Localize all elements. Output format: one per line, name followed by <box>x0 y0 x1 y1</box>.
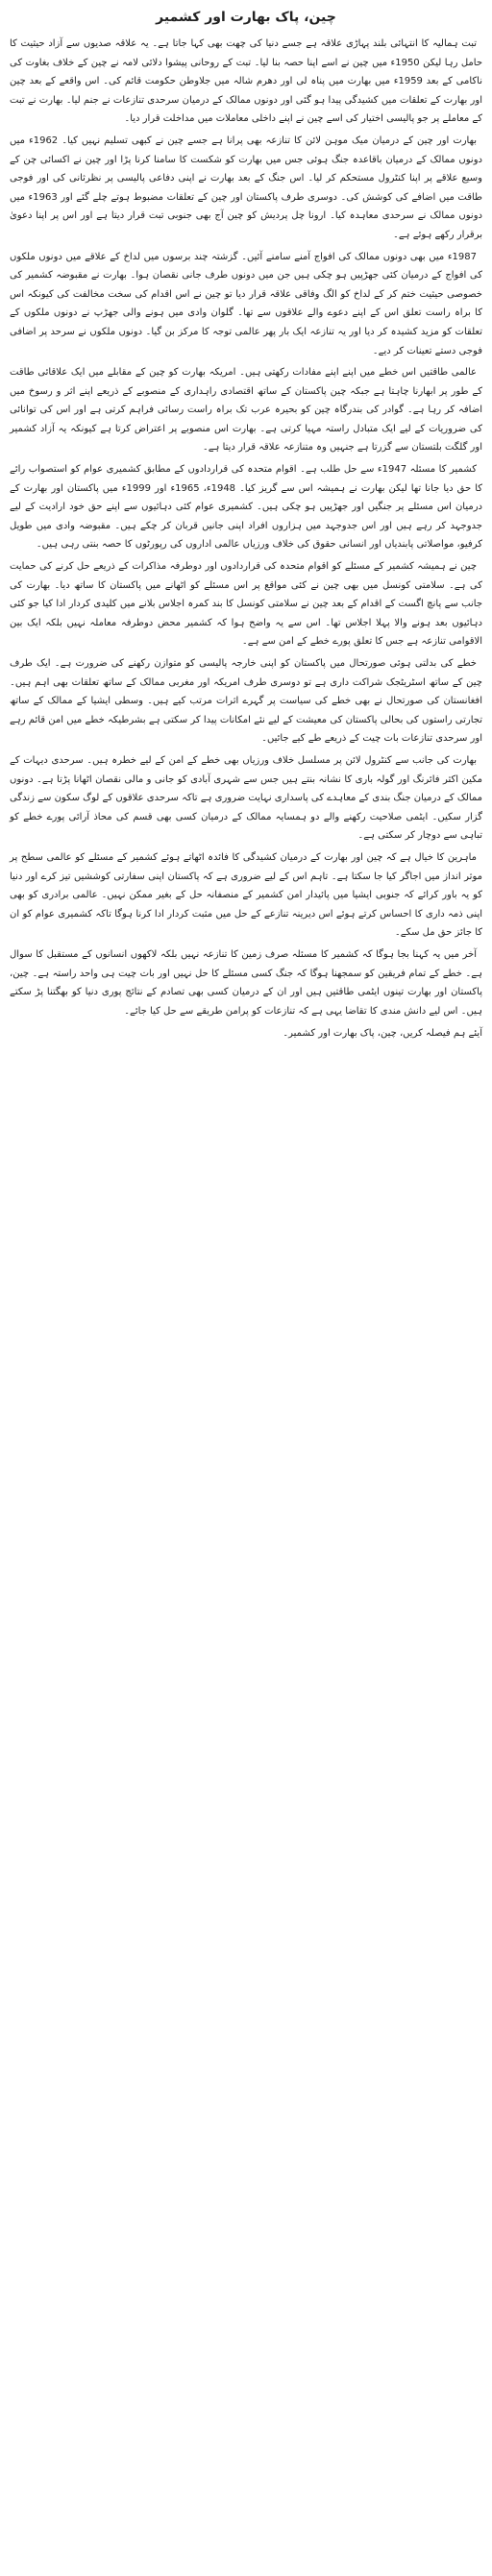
article-paragraph: کشمیر کا مسئلہ 1947ء سے حل طلب ہے۔ اقوام متحدہ کی قراردادوں کے مطابق کشمیری عوام کو استصواب رائے کا حق دیا جانا تھا لیکن بھارت نے ہمیشہ اس سے گریز کیا۔ 1948ء، 1965ء اور 1999ء میں پاکستان اور بھارت کے درمیان اس مسئلے پر جنگیں اور جھڑپیں ہو چکی ہیں۔ کشمیری عوام کئی دہائیوں سے اپنے حق خود ارادیت کے لیے جدوجہد کر رہے ہیں اور اس جدوجہد میں ہزاروں افراد اپنی جانیں قربان کر چکے ہیں۔ مقبوضہ وادی میں طویل کرفیو، مواصلاتی پابندیاں اور انسانی حقوق کی خلاف ورزیاں عالمی اداروں کی رپورٹوں کا حصہ بنتی رہی ہیں۔ <box>10 464 483 551</box>
article-paragraph: بھارت کی جانب سے کنٹرول لائن پر مسلسل خلاف ورزیاں بھی خطے کے امن کے لیے خطرہ ہیں۔ سرحدی دیہات کے مکین اکثر فائرنگ اور گولہ باری کا نشانہ بنتے ہیں جس سے شہری آبادی کو جانی و مالی نقصان اٹھانا پڑتا ہے۔ دونوں ممالک کے درمیان جنگ بندی کے معاہدے کی پاسداری نہایت ضروری ہے تاکہ سرحدی علاقوں کے لوگ سکون سے زندگی گزار سکیں۔ ایٹمی صلاحیت رکھنے والے دو ہمسایہ ممالک کے درمیان کسی بھی قسم کی محاذ آرائی پورے خطے کو تباہی سے دوچار کر سکتی ہے۔ <box>10 754 482 842</box>
article-paragraph: 1987ء میں بھی دونوں ممالک کی افواج آمنے سامنے آئیں۔ گزشتہ چند برسوں میں لداخ کے علاقے میں دونوں ملکوں کی افواج کے درمیان کئی جھڑپیں ہو چکی ہیں جن میں دونوں طرف جانی نقصان ہوا۔ بھارت نے مقبوضہ کشمیر کی خصوصی حیثیت ختم کر کے لداخ کو الگ وفاقی علاقہ قرار دیا تو چین نے اس اقدام کی سخت مخالفت کی کیونکہ اس کا براہ راست تعلق اس کے اپنے دعوے والے علاقوں سے تھا۔ گلوان وادی میں ہونے والی جھڑپ نے دونوں ملکوں کے تعلقات کو مزید کشیدہ کر دیا اور یہ تنازعہ ایک بار پھر عالمی توجہ کا مرکز بن گیا۔ دونوں ملکوں نے سرحد پر اضافی فوجی دستے تعینات کر دیے۔ <box>10 251 482 356</box>
article-closing-line: آیئے ہم فیصلہ کریں، چین، پاک بھارت اور کشمیر۔ <box>283 1028 482 1040</box>
article-paragraph: عالمی طاقتیں اس خطے میں اپنے اپنے مفادات رکھتی ہیں۔ امریکہ بھارت کو چین کے مقابلے میں ایک علاقائی طاقت کے طور پر ابھارنا چاہتا ہے جبکہ چین پاکستان کے ساتھ اقتصادی راہداری کے منصوبے کے ذریعے اپنے اثر و رسوخ میں اضافہ کر رہا ہے۔ گوادر کی بندرگاہ چین کو بحیرہ عرب تک براہ راست رسائی فراہم کرتی ہے اور اس کی توانائی کی ضروریات کے لیے ایک متبادل راستہ مہیا کرتی ہے۔ بھارت اس منصوبے پر اعتراض کرتا ہے کیونکہ یہ آزاد کشمیر اور گلگت بلتستان سے گزرتا ہے جنہیں وہ متنازعہ علاقہ قرار دیتا ہے۔ <box>10 367 482 454</box>
article-paragraph: خطے کی بدلتی ہوئی صورتحال میں پاکستان کو اپنی خارجہ پالیسی کو متوازن رکھنے کی ضرورت ہے۔ ایک طرف چین کے ساتھ اسٹریٹجک شراکت داری ہے تو دوسری طرف امریکہ اور مغربی ممالک کے ساتھ تعلقات بھی اہم ہیں۔ افغانستان کی صورتحال نے بھی خطے کی سیاست پر گہرے اثرات مرتب کیے ہیں۔ وسطی ایشیا کے ممالک کے ساتھ تجارتی راستوں کی بحالی پاکستان کی معیشت کے لیے نئے امکانات پیدا کر سکتی ہے بشرطیکہ خطے میں امن قائم رہے اور سرحدی تنازعات بات چیت کے ذریعے طے کیے جائیں۔ <box>10 658 482 745</box>
article-body <box>10 35 482 1020</box>
article-paragraph: ماہرین کا خیال ہے کہ چین اور بھارت کے درمیان کشیدگی کا فائدہ اٹھاتے ہوئے کشمیر کے مسئلے کو عالمی سطح پر موثر انداز میں اجاگر کیا جا سکتا ہے۔ تاہم اس کے لیے ضروری ہے کہ پاکستان اپنی سفارتی کوششیں تیز کرے اور دنیا کو یہ باور کرائے کہ جنوبی ایشیا میں پائیدار امن کشمیر کے منصفانہ حل کے بغیر ممکن نہیں۔ عالمی برادری کو بھی اپنی ذمہ داری کا احساس کرتے ہوئے اس دیرینہ تنازعے کے حل میں مثبت کردار ادا کرنا ہوگا تاکہ کشمیری عوام کو ان کا جائز حق مل سکے۔ <box>10 851 483 939</box>
article-paragraph: تبت ہمالیہ کا انتہائی بلند پہاڑی علاقہ ہے جسے دنیا کی چھت بھی کہا جاتا ہے۔ یہ علاقہ صدیوں سے آزاد حیثیت کا حامل رہا لیکن 1950ء میں چین نے اسے اپنا حصہ بنا لیا۔ تبت کے روحانی پیشوا دلائی لامہ نے چین کے خلاف بغاوت کی ناکامی کے بعد 1959ء میں بھارت میں پناہ لی اور دھرم شالہ میں جلاوطن حکومت قائم کی۔ اس واقعے کے بعد چین اور بھارت کے تعلقات میں کشیدگی پیدا ہو گئی اور دونوں ممالک کے درمیان سرحدی تنازعات نے جنم لیا۔ بھارت نے تبت کے معاملے پر جو پالیسی اختیار کی اسے چین نے اپنے داخلی معاملات میں مداخلت قرار دیا۔ <box>10 38 483 125</box>
article-paragraph: بھارت اور چین کے درمیان میک موہن لائن کا تنازعہ بھی پرانا ہے جسے چین نے کبھی تسلیم نہیں کیا۔ 1962ء میں دونوں ممالک کے درمیان باقاعدہ جنگ ہوئی جس میں بھارت کو شکست کا سامنا کرنا پڑا اور چین نے اکسائی چن کے وسیع علاقے پر اپنا کنٹرول مستحکم کر لیا۔ اس جنگ کے بعد بھارت نے اپنی دفاعی پالیسی پر نظرثانی کی اور فوجی طاقت میں اضافے کی کوشش کی۔ دوسری طرف پاکستان اور چین کے تعلقات مضبوط ہوتے چلے گئے اور 1963ء میں دونوں ممالک نے سرحدی معاہدہ کیا۔ ارونا چل پردیش کو چین آج بھی جنوبی تبت قرار دیتا ہے اور اس پر اپنا دعویٰ برقرار رکھے ہوئے ہے۔ <box>10 135 482 240</box>
article-title: چین، پاک بھارت اور کشمیر <box>156 10 336 25</box>
article-paragraph: چین نے ہمیشہ کشمیر کے مسئلے کو اقوام متحدہ کی قراردادوں اور دوطرفہ مذاکرات کے ذریعے حل کرنے کی حمایت کی ہے۔ سلامتی کونسل میں بھی چین نے کئی مواقع پر اس مسئلے کو اٹھانے میں پاکستان کا ساتھ دیا۔ بھارت کی جانب سے پانچ اگست کے اقدام کے بعد چین نے سلامتی کونسل کا بند کمرہ اجلاس بلانے میں کلیدی کردار ادا کیا جو کئی دہائیوں بعد ہونے والا پہلا اجلاس تھا۔ اس سے یہ واضح ہوا کہ کشمیر محض دوطرفہ معاملہ نہیں بلکہ ایک بین الاقوامی تنازعہ ہے جس کا تعلق پورے خطے کے امن سے ہے۔ <box>10 561 482 648</box>
article-paragraph: آخر میں یہ کہنا بجا ہوگا کہ کشمیر کا مسئلہ صرف زمین کا تنازعہ نہیں بلکہ لاکھوں انسانوں کے مستقبل کا سوال ہے۔ خطے کے تمام فریقین کو سمجھنا ہوگا کہ جنگ کسی مسئلے کا حل نہیں اور بات چیت ہی واحد راستہ ہے۔ چین، پاکستان اور بھارت تینوں ایٹمی طاقتیں ہیں اور ان کے درمیان کسی بھی تصادم کے نتائج پوری دنیا کو بھگتنا پڑ سکتے ہیں۔ اس لیے دانش مندی کا تقاضا یہی ہے کہ تنازعات کو پرامن طریقے سے حل کیا جائے۔ <box>10 948 482 1017</box>
